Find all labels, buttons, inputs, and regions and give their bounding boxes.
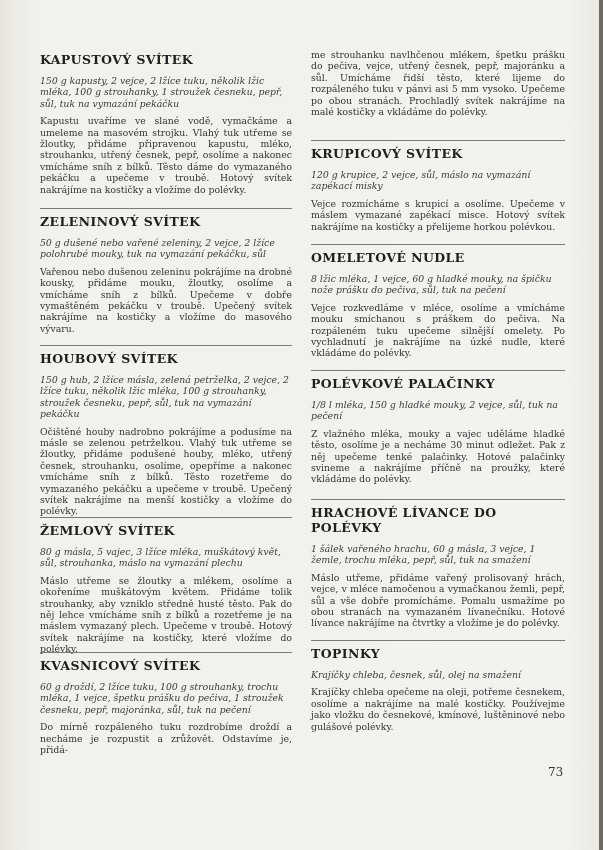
- recipe-ingredients: 50 g dušené nebo vařené zeleniny, 2 vejce, 2 lžíce polohrubé mouky, tuk na vymazání pekáčku, sůl: [40, 238, 275, 261]
- book-spine-edge: [599, 0, 603, 850]
- recipe-method: me strouhanku navlhčenou mlékem, špetku prášku do pečiva, vejce, utřený česnek, pepř, majoránku a sůl. Umícháme řidší těsto, které lijeme do rozpáleného tuku v pánvi asi 5 mm vysoko. Upečeme po obou stranách. Prochladlý svítek nakrájíme na malé kostičky a vkládáme do polévky.: [311, 50, 565, 119]
- section-divider: [40, 517, 292, 518]
- recipe-title: TOPINKY: [311, 646, 381, 661]
- recipe-kvasnicovy-svitek: [40, 652, 292, 756]
- recipe-title: KAPUSTOVÝ SVÍTEK: [40, 52, 193, 67]
- recipe-krupicovy-svitek: [311, 140, 565, 233]
- recipe-title: ZELENINOVÝ SVÍTEK: [40, 214, 201, 229]
- section-divider: [311, 140, 565, 141]
- section-divider: [40, 208, 292, 209]
- recipe-title: OMELETOVÉ NUDLE: [311, 250, 465, 265]
- recipe-hrachove-livance: [311, 499, 565, 630]
- recipe-method: Očištěné houby nadrobno pokrájíme a podusíme na másle se zelenou petrželkou. Vlahý tuk utřeme se žloutky, přidáme podušené houby, mléko, utřený česnek, strouhanku, osolíme, opepříme a nakonec vmícháme sníh z bílků. Těsto rozetřeme do vymazaného pekáčku a upečeme v troubě. Upečený svítek nakrájíme na menší kostičky a vložíme do polévky.: [40, 426, 292, 518]
- recipe-method: Máslo utřeme se žloutky a mlékem, osolíme a okořeníme muškátovým květem. Přidáme tolik strouhanky, aby vzniklo středně husté těsto. Pak do něj lehce vmícháme sníh z bílků a rozetřeme je na máslem vymazaný plech. Upečeme v troubě. Hotový svítek nakrájíme na kostičky, které vložíme do polévky.: [40, 575, 292, 656]
- recipe-ingredients: 1/8 l mléka, 150 g hladké mouky, 2 vejce, sůl, tuk na pečení: [311, 400, 558, 423]
- section-divider: [311, 640, 565, 641]
- recipe-method: Máslo utřeme, přidáme vařený prolisovaný hrách, vejce, v mléce namočenou a vymačkanou žemli, pepř, sůl a vše dobře promícháme. Pomalu usmažíme po obou stranách na vymazaném lívanečníku. Hotové lívance nakrájíme na čtvrtky a vložíme je do polévky.: [311, 572, 565, 630]
- recipe-title: POLÉVKOVÉ PALAČINKY: [311, 376, 496, 391]
- recipe-ingredients: 8 lžic mléka, 1 vejce, 60 g hladké mouky, na špičku nože prášku do pečiva, sůl, tuk na pečení: [311, 274, 552, 297]
- recipe-ingredients: 80 g másla, 5 vajec, 3 lžíce mléka, muškátový květ, sůl, strouhanka, máslo na vymazání plechu: [40, 547, 281, 570]
- section-divider: [311, 499, 565, 500]
- recipe-ingredients: 60 g droždí, 2 lžíce tuku, 100 g strouhanky, trochu mléka, 1 vejce, špetku prášku do pečiva, 1 stroužek česneku, pepř, majoránka, sůl, tuk na pečení: [40, 682, 284, 716]
- recipe-zemlovy-svitek: [40, 517, 292, 656]
- recipe-title: KVASNICOVÝ SVÍTEK: [40, 658, 201, 673]
- recipe-ingredients: 1 šálek vařeného hrachu, 60 g másla, 3 vejce, 1 žemle, trochu mléka, pepř, sůl, tuk na smažení: [311, 544, 536, 567]
- recipe-method: Vařenou nebo dušenou zeleninu pokrájíme na drobné kousky, přidáme mouku, žloutky, osolíme a vmícháme sníh z bílků. Upečeme v dobře vymaštěném pekáčku v troubě. Upečený svítek nakrájíme na kostičky a vložíme do masového vývaru.: [40, 266, 292, 335]
- recipe-kapustovy-svitek: [40, 52, 292, 196]
- recipe-method: Z vlažného mléka, mouky a vajec uděláme hladké těsto, osolíme je a necháme 30 minut odležet. Pak z něj upečeme tenké palačinky. Hotové palačinky svineme a nakrájíme příčně na proužky, které vkládáme do polévky.: [311, 428, 565, 486]
- recipe-ingredients: 150 g kapusty, 2 vejce, 2 lžíce tuku, několik lžic mléka, 100 g strouhanky, 1 stroužek česneku, pepř, sůl, tuk na vymazání pekáčku: [40, 76, 283, 110]
- recipe-title: HRACHOVÉ LÍVANCE DO POLÉVKY: [311, 505, 497, 535]
- section-divider: [311, 370, 565, 371]
- recipe-zeleninovy-svitek: [40, 208, 292, 335]
- recipe-title: ŽEMLOVÝ SVÍTEK: [40, 523, 175, 538]
- recipe-method: Vejce rozkvedláme v mléce, osolíme a vmícháme mouku smíchanou s práškem do pečiva. Na rozpáleném tuku upečeme silnější omelety. Po vychladnutí je nakrájíme na úzké nudle, které vkládáme do polévky.: [311, 302, 565, 360]
- recipe-method: Kapustu uvaříme ve slané vodě, vymačkáme a umeleme na masovém strojku. Vlahý tuk utřeme se žloutky, přidáme připravenou kapustu, mléko, strouhanku, utřený česnek, pepř, osolíme a nakonec vmícháme sníh z bílků. Těsto dáme do vymazaného pekáčku a upečeme v troubě. Hotový svítek nakrájíme na kostičky a vložíme do polévky.: [40, 116, 292, 196]
- recipe-title: HOUBOVÝ SVÍTEK: [40, 351, 178, 366]
- recipe-ingredients: 120 g krupice, 2 vejce, sůl, máslo na vymazání zapékací misky: [311, 170, 531, 193]
- section-divider: [40, 345, 292, 346]
- page-number: 73: [548, 765, 564, 779]
- recipe-omeletove-nudle: [311, 244, 565, 360]
- recipe-continuation: [311, 50, 565, 118]
- recipe-topinky: [311, 640, 565, 733]
- recipe-houbovy-svitek: [40, 345, 292, 518]
- section-divider: [40, 652, 292, 653]
- recipe-method: Krajíčky chleba opečeme na oleji, potřeme česnekem, osolíme a nakrájíme na malé kostičky. Používejme jako vložku do česnekové, kmínové, luštěninové nebo gulášové polévky.: [311, 687, 565, 733]
- recipe-polevkove-palacinky: [311, 370, 565, 486]
- recipe-method: Vejce rozmícháme s krupicí a osolíme. Upečeme v máslem vymazané zapékací misce. Hotový svítek nakrájíme na kostičky a přelijeme horkou polévkou.: [311, 198, 565, 233]
- recipe-ingredients: 150 g hub, 2 lžíce másla, zelená petrželka, 2 vejce, 2 lžíce tuku, několik lžic mléka, 100 g strouhanky, stroužek česneku, pepř, sůl, tuk na vymazání pekáčku: [40, 375, 289, 421]
- recipe-title: KRUPICOVÝ SVÍTEK: [311, 146, 463, 161]
- recipe-method: Do mírně rozpáleného tuku rozdrobíme droždí a necháme je rozpustit a zrůžovět. Odstavíme je, přidá-: [40, 722, 292, 757]
- recipe-ingredients: Krajíčky chleba, česnek, sůl, olej na smažení: [311, 670, 521, 681]
- section-divider: [311, 244, 565, 245]
